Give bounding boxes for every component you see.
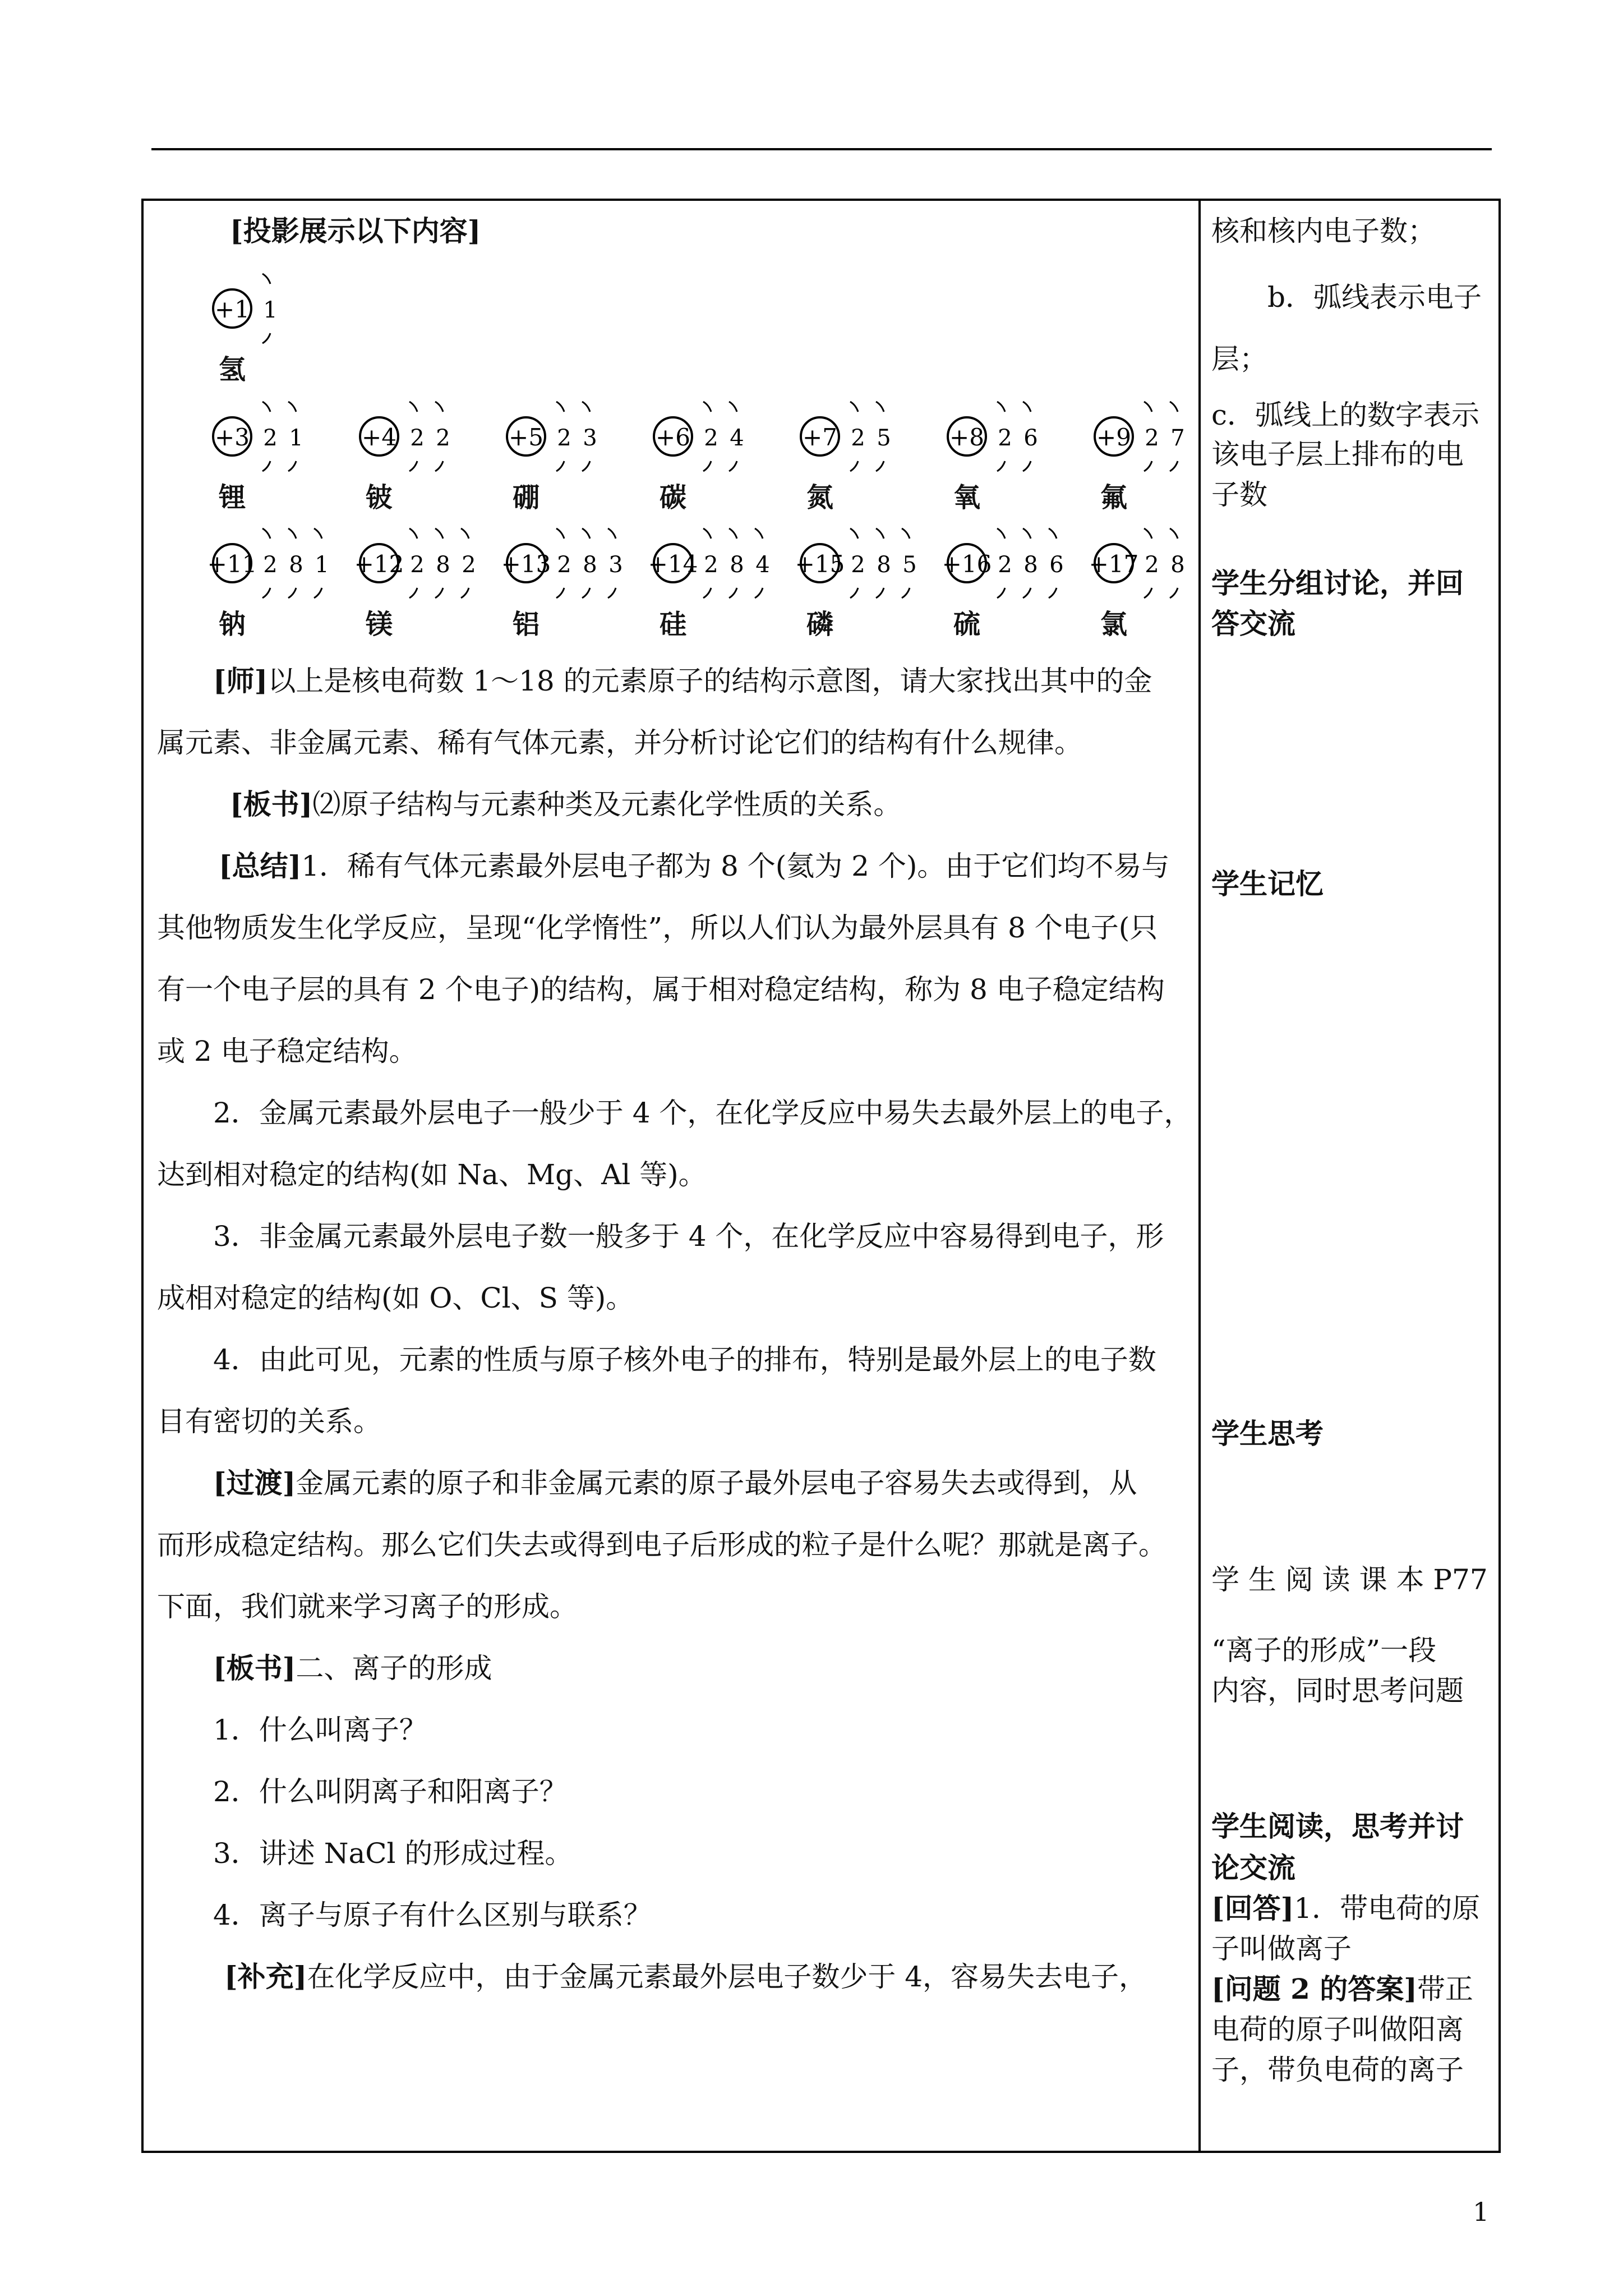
activity-think: 学生思考 (1211, 1417, 1324, 1450)
point-2-line-2: 达到相对稳定的结构(如 Na、Mg、Al 等)。 (157, 1158, 707, 1191)
question-2: 2．什么叫阴离子和阳离子？ (213, 1775, 568, 1808)
shell-electron-count: 8 (1023, 552, 1038, 578)
supplement-line: [补充]在化学反应中，由于金属元素最外层电子数少于 4，容易失去电子， (224, 1960, 1147, 1993)
shell-arc-bottom (435, 461, 443, 471)
shell-electron-count: 2 (263, 552, 278, 578)
atom-diagram-row1-0 (213, 402, 303, 471)
element-name: 铝 (512, 609, 540, 640)
shell-arc-bottom (1049, 588, 1057, 598)
shell-arc-top (582, 528, 590, 539)
element-name: 硅 (659, 609, 686, 640)
atom-diagram-row2-6 (1089, 528, 1185, 598)
shell-arc-top (997, 402, 1005, 412)
shell-electron-count: 8 (730, 552, 744, 578)
shell-arc-bottom (288, 461, 296, 471)
nuclear-charge: +17 (1089, 550, 1139, 578)
activity-read-discuss-2: 论交流 (1211, 1851, 1295, 1884)
element-name: 镁 (365, 609, 393, 640)
shell-electron-count: 1 (315, 552, 329, 578)
atom-diagram-row2-4 (795, 528, 917, 598)
shell-arc-top (262, 274, 270, 284)
shell-electron-count: 2 (410, 552, 425, 578)
summary-line-4: 或 2 电子稳定结构。 (157, 1035, 417, 1068)
shell-electron-count: 8 (877, 552, 891, 578)
shell-arc-top (461, 528, 469, 539)
shell-arc-bottom (850, 461, 858, 471)
shell-arc-top (1144, 402, 1152, 412)
shell-arc-bottom (582, 588, 590, 598)
summary-line-3: 有一个电子层的具有 2 个电子)的结构，属于相对稳定结构，称为 8 电子稳定结构 (157, 973, 1165, 1006)
activity-read-1: 学 生 阅 读 课 本 P77 (1211, 1563, 1488, 1596)
element-name: 铍 (365, 482, 393, 513)
board-note-1: [板书]⑵原子结构与元素种类及元素化学性质的关系。 (230, 788, 902, 821)
shell-arc-bottom (314, 588, 322, 598)
point-3-line-1: 3．非金属元素最外层电子数一般多于 4 个，在化学反应中容易得到电子，形 (213, 1220, 1164, 1253)
shell-arc-top (1144, 528, 1152, 539)
shell-electron-count: 2 (557, 552, 571, 578)
shell-arc-bottom (997, 461, 1005, 471)
atom-diagram-row0-0 (213, 274, 278, 343)
shell-arc-bottom (556, 461, 564, 471)
shell-arc-top (703, 402, 711, 412)
shell-electron-count: 8 (1170, 552, 1185, 578)
shell-arc-bottom (729, 588, 737, 598)
shell-arc-top (876, 528, 884, 539)
shell-arc-bottom (288, 588, 296, 598)
element-name: 氮 (806, 482, 833, 513)
shell-arc-bottom (1170, 588, 1178, 598)
shell-electron-count: 4 (755, 552, 770, 578)
point-2-line-1: 2．金属元素最外层电子一般少于 4 个，在化学反应中易失去最外层上的电子， (213, 1097, 1192, 1129)
point-3-line-2: 成相对稳定的结构(如 O、Cl、S 等)。 (157, 1282, 634, 1314)
point-4-line-1: 4．由此可见，元素的性质与原子核外电子的排布，特别是最外层上的电子数 (213, 1343, 1156, 1376)
atom-diagram-row1-2 (507, 402, 597, 471)
nuclear-charge: +5 (509, 424, 543, 451)
shell-arc-top (556, 402, 564, 412)
shell-electron-count: 2 (704, 552, 718, 578)
shell-arc-top (288, 528, 296, 539)
shell-electron-count: 2 (1145, 552, 1159, 578)
shell-arc-top (876, 402, 884, 412)
board-note-2: [板书]二、离子的形成 (213, 1651, 492, 1685)
shell-arc-top (997, 528, 1005, 539)
nuclear-charge: +3 (215, 424, 250, 451)
nuclear-charge: +1 (215, 296, 250, 323)
atom-diagram-row2-3 (648, 528, 770, 598)
nuclear-charge: +9 (1096, 424, 1131, 451)
answer-1-line-2: 子叫做离子 (1211, 1932, 1352, 1965)
shell-electron-count: 1 (263, 297, 278, 323)
shell-arc-top (1023, 402, 1031, 412)
shell-arc-top (608, 528, 616, 539)
nuclear-charge: +7 (803, 424, 837, 451)
answer-2-line-1: [问题 2 的答案]带正 (1211, 1972, 1473, 2005)
nuclear-charge: +11 (207, 550, 257, 578)
atom-diagram-row1-5 (948, 402, 1038, 471)
activity-memorize: 学生记忆 (1211, 867, 1324, 900)
shell-electron-count: 2 (998, 425, 1012, 451)
activity-discuss-2: 答交流 (1211, 607, 1295, 640)
element-name: 硫 (953, 609, 980, 640)
shell-electron-count: 3 (583, 425, 597, 451)
shell-arc-bottom (262, 461, 270, 471)
shell-electron-count: 2 (436, 425, 450, 451)
shell-arc-top (262, 402, 270, 412)
activity-read-discuss-1: 学生阅读，思考并讨 (1211, 1810, 1464, 1843)
element-name: 氟 (1100, 482, 1127, 513)
projection-label: [投影展示以下内容] (230, 214, 481, 247)
element-name: 硼 (512, 482, 540, 513)
summary-line-2: 其他物质发生化学反应，呈现“化学惰性”，所以人们认为最外层具有 8 个电子(只 (157, 912, 1158, 944)
shell-arc-bottom (409, 588, 417, 598)
nuclear-charge: +4 (362, 424, 396, 451)
shell-arc-bottom (461, 588, 469, 598)
answer-1-line-1: [回答]1．带电荷的原 (1211, 1892, 1481, 1925)
shell-arc-top (729, 528, 737, 539)
activity-read-3: 内容，同时思考问题 (1211, 1674, 1464, 1707)
atom-diagram-row1-3 (654, 402, 744, 471)
shell-arc-top (755, 528, 763, 539)
page-number: 1 (1473, 2197, 1490, 2227)
atom-diagram-row1-6 (1095, 402, 1185, 471)
transition-line-2: 而形成稳定结构。那么它们失去或得到电子后形成的粒子是什么呢？那就是离子。 (157, 1529, 1166, 1561)
answer-2-line-3: 子，带负电荷的离子 (1211, 2054, 1464, 2086)
shell-arc-bottom (876, 461, 884, 471)
question-4: 4．离子与原子有什么区别与联系？ (213, 1899, 652, 1931)
shell-arc-bottom (997, 588, 1005, 598)
shell-arc-bottom (876, 588, 884, 598)
shell-arc-top (1049, 528, 1057, 539)
nuclear-charge: +8 (949, 424, 984, 451)
shell-arc-top (1170, 402, 1178, 412)
shell-electron-count: 8 (289, 552, 303, 578)
note-line-3: 层； (1211, 343, 1267, 375)
question-3: 3．讲述 NaCl 的形成过程。 (213, 1837, 573, 1870)
shell-electron-count: 6 (1023, 425, 1038, 451)
shell-arc-top (1170, 528, 1178, 539)
shell-electron-count: 6 (1049, 552, 1064, 578)
nuclear-charge: +13 (501, 550, 551, 578)
element-name: 氧 (953, 482, 980, 513)
nuclear-charge: +15 (795, 550, 845, 578)
shell-arc-top (1023, 528, 1031, 539)
answer-2-line-2: 电荷的原子叫做阳离 (1211, 2013, 1464, 2046)
shell-arc-top (729, 402, 737, 412)
shell-arc-top (435, 528, 443, 539)
atom-diagram-row2-0 (208, 528, 329, 598)
shell-arc-bottom (1144, 588, 1152, 598)
transition-line-1: [过渡]金属元素的原子和非金属元素的原子最外层电子容易失去或得到，从 (213, 1466, 1137, 1499)
element-name: 钠 (218, 609, 246, 640)
shell-electron-count: 2 (998, 552, 1012, 578)
note-line-1: 核和核内电子数； (1211, 215, 1436, 247)
element-name: 氢 (218, 354, 246, 385)
atom-diagram-row2-1 (354, 528, 476, 598)
shell-arc-top (409, 402, 417, 412)
shell-arc-bottom (556, 588, 564, 598)
shell-electron-count: 2 (263, 425, 278, 451)
shell-electron-count: 2 (462, 552, 476, 578)
shell-arc-top (556, 528, 564, 539)
paragraph-teacher: [师]以上是核电荷数 1～18 的元素原子的结构示意图，请大家找出其中的金 (213, 664, 1152, 697)
point-4-line-2: 目有密切的关系。 (157, 1405, 381, 1438)
shell-electron-count: 2 (557, 425, 571, 451)
activity-read-2: “离子的形成”一段 (1211, 1634, 1437, 1667)
shell-arc-bottom (1144, 461, 1152, 471)
shell-arc-bottom (1023, 461, 1031, 471)
shell-arc-bottom (755, 588, 763, 598)
shell-arc-bottom (262, 333, 270, 343)
note-line-2: b．弧线表示电子 (1267, 281, 1482, 314)
atom-diagram-row1-1 (360, 402, 450, 471)
shell-electron-count: 7 (1170, 425, 1185, 451)
question-1: 1．什么叫离子？ (213, 1714, 427, 1746)
note-line-5: 该电子层上排布的电 (1211, 438, 1464, 471)
shell-arc-bottom (850, 588, 858, 598)
shell-arc-bottom (902, 588, 910, 598)
shell-electron-count: 5 (902, 552, 917, 578)
shell-arc-top (850, 402, 858, 412)
element-name: 锂 (218, 482, 246, 513)
summary-line-1: [总结]1．稀有气体元素最外层电子都为 8 个(氦为 2 个)。由于它们均不易与 (219, 849, 1170, 882)
note-line-4: c．弧线上的数字表示 (1211, 399, 1480, 431)
shell-arc-bottom (262, 588, 270, 598)
shell-electron-count: 5 (877, 425, 891, 451)
shell-arc-bottom (582, 461, 590, 471)
atom-diagram-row2-5 (942, 528, 1064, 598)
shell-arc-top (288, 402, 296, 412)
nuclear-charge: +16 (942, 550, 992, 578)
shell-electron-count: 2 (851, 425, 865, 451)
shell-electron-count: 2 (1145, 425, 1159, 451)
shell-arc-bottom (608, 588, 616, 598)
shell-electron-count: 2 (704, 425, 718, 451)
shell-arc-bottom (1170, 461, 1178, 471)
nuclear-charge: +14 (648, 550, 698, 578)
shell-arc-top (850, 528, 858, 539)
shell-electron-count: 1 (289, 425, 303, 451)
atom-diagram-row1-4 (801, 402, 891, 471)
activity-discuss-1: 学生分组讨论，并回 (1211, 567, 1464, 600)
element-name: 磷 (806, 609, 833, 640)
paragraph-teacher-cont: 属元素、非金属元素、稀有气体元素，并分析讨论它们的结构有什么规律。 (157, 726, 1082, 759)
shell-arc-top (409, 528, 417, 539)
element-name: 碳 (659, 482, 686, 513)
shell-electron-count: 2 (410, 425, 425, 451)
shell-arc-bottom (409, 461, 417, 471)
nuclear-charge: +12 (354, 550, 404, 578)
shell-arc-top (262, 528, 270, 539)
shell-arc-top (703, 528, 711, 539)
shell-electron-count: 3 (608, 552, 623, 578)
shell-arc-top (314, 528, 322, 539)
transition-line-3: 下面，我们就来学习离子的形成。 (157, 1590, 578, 1623)
shell-arc-bottom (1023, 588, 1031, 598)
nuclear-charge: +6 (656, 424, 690, 451)
atom-diagram-row2-2 (501, 528, 623, 598)
shell-arc-bottom (703, 588, 711, 598)
shell-arc-top (582, 402, 590, 412)
shell-arc-bottom (703, 461, 711, 471)
shell-electron-count: 8 (436, 552, 450, 578)
shell-electron-count: 4 (730, 425, 744, 451)
shell-arc-bottom (435, 588, 443, 598)
shell-arc-top (435, 402, 443, 412)
shell-electron-count: 8 (583, 552, 597, 578)
shell-arc-top (902, 528, 910, 539)
shell-arc-bottom (729, 461, 737, 471)
element-name: 氯 (1100, 609, 1127, 640)
note-line-6: 子数 (1211, 478, 1267, 511)
shell-electron-count: 2 (851, 552, 865, 578)
